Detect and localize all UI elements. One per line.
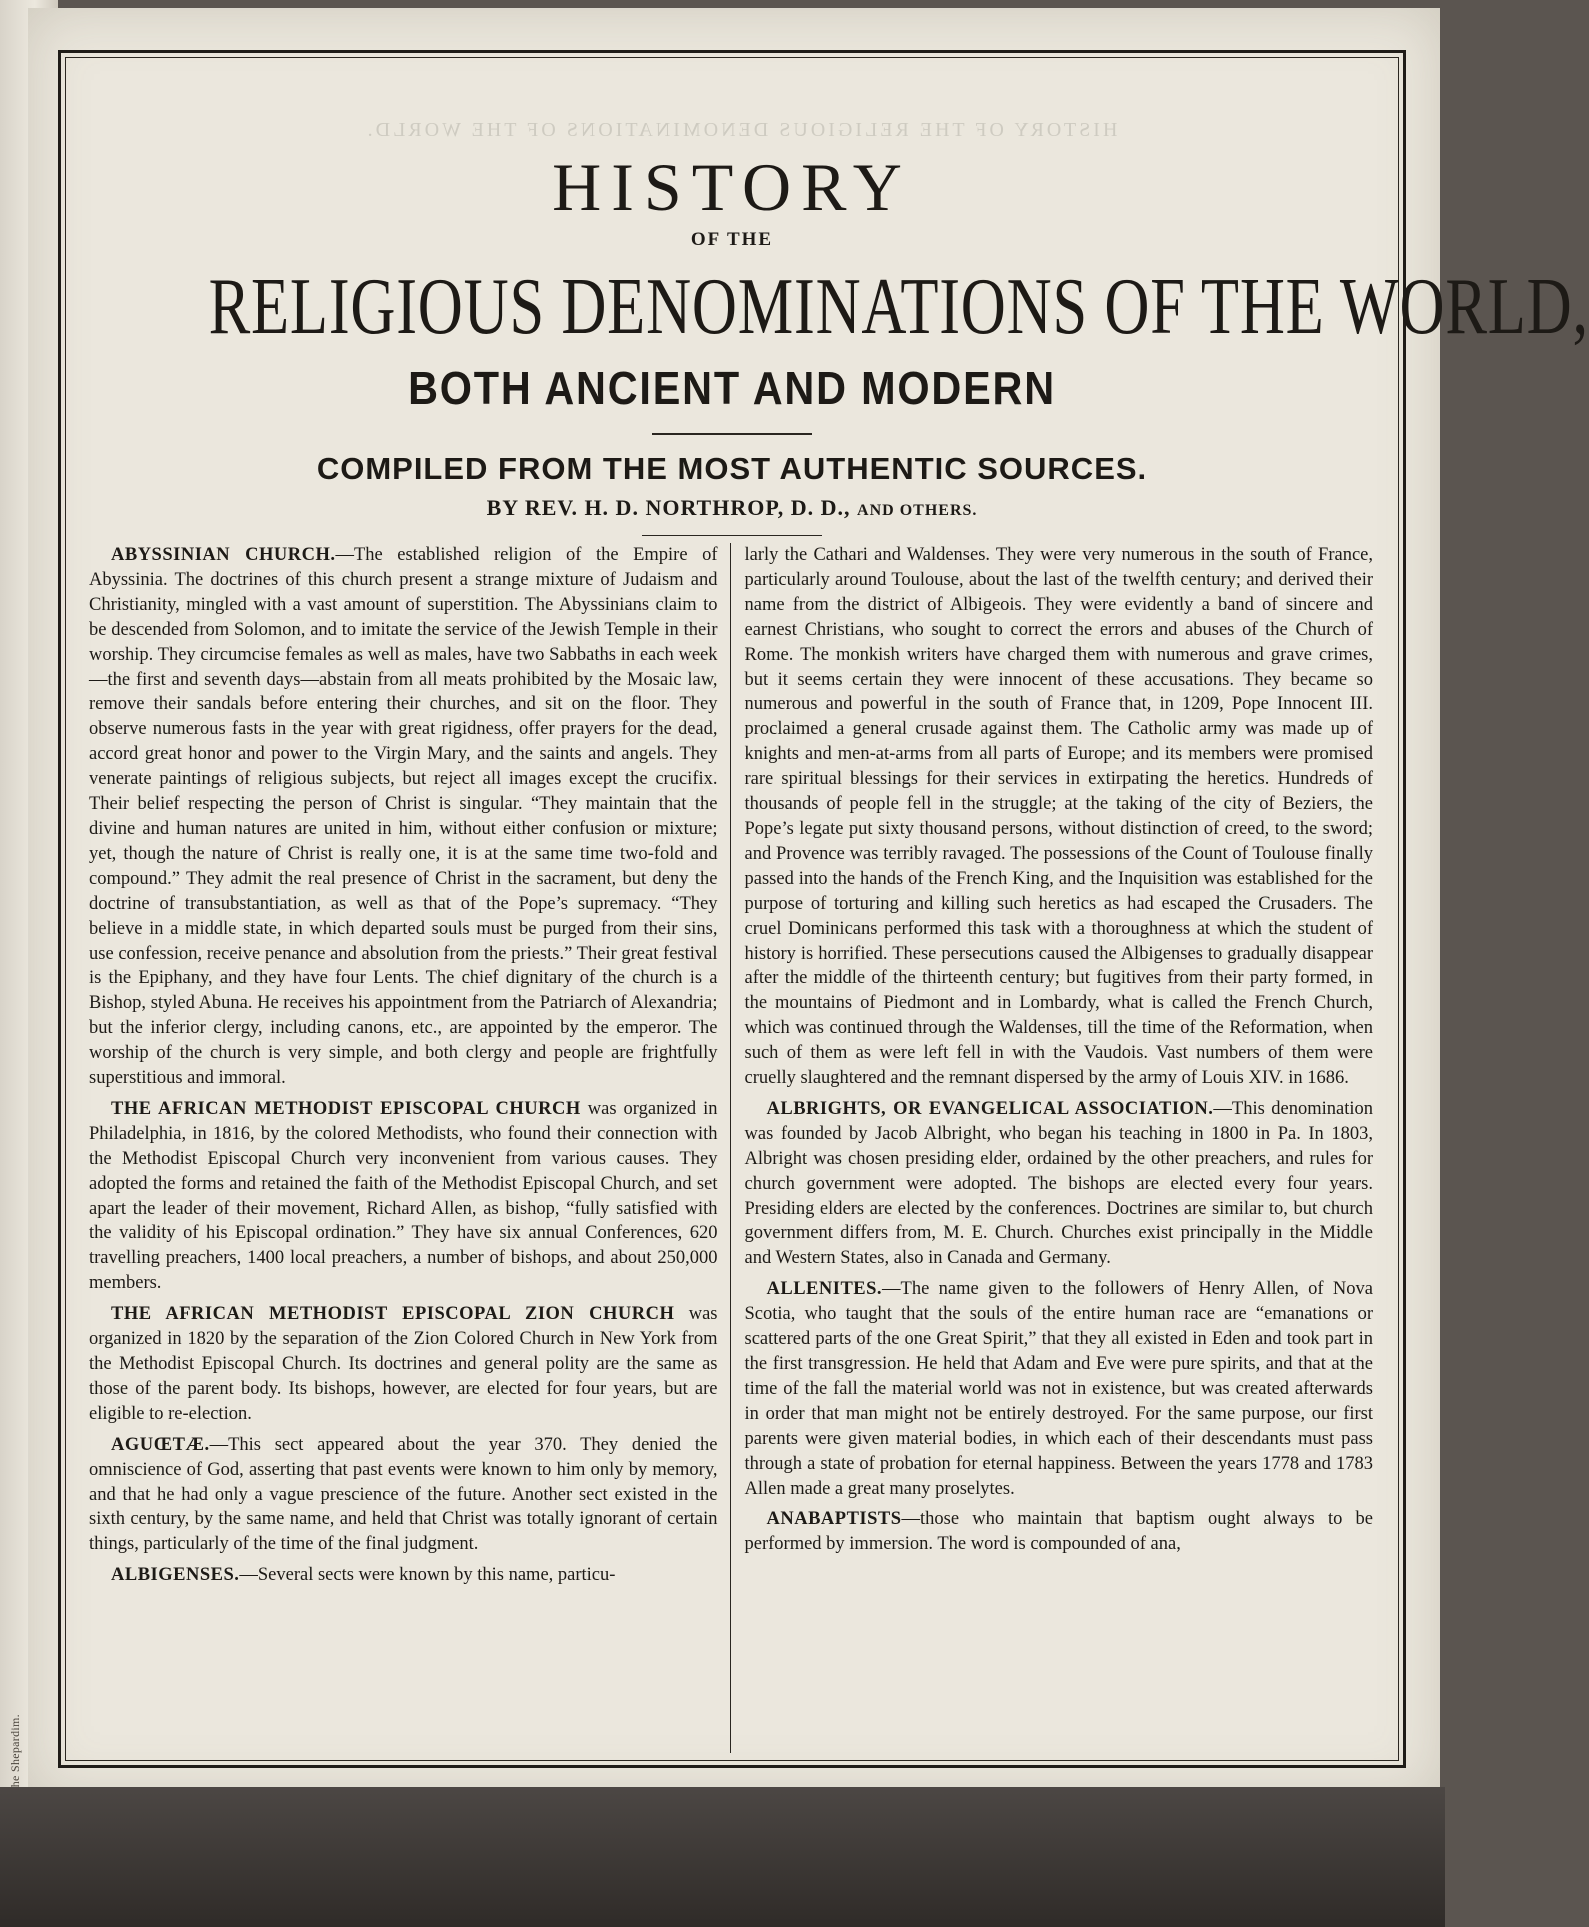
entry-text: —those who maintain that baptism ought always to be performed by immersion. The word is compounded of ana, (744, 1509, 1373, 1555)
entry-heading: ALBIGENSES. (111, 1565, 240, 1586)
entry-heading: ABYSSINIAN CHURCH. (111, 545, 336, 565)
entry-text: larly the Cathari and Waldenses. They were very numerous in the south of France, particularly around Toulouse, about the last of the twelfth century; and derived their name from the district of Albigeois. They were evidently a band of sincere and earnest Christians, who sought to correct the errors and abuses of the Church of Rome. The monkish writers have charged them with numerous and grave crimes, but it seems certain they were innocent of these accusations. They became so numerous and powerful in the south of France that, in 1209, Pope Innocent III. proclaimed a general crusade against them. The Catholic army was made up of knights and men-at-arms from all parts of Europe; and its members were promised rare spiritual blessings for their services in extirpating the heretics. Hundreds of thousands of people fell in the struggle; at the taking of the city of Beziers, the Pope’s legate put sixty thousand persons, without distinction of creed, to the sword; and Provence was terribly ravaged. The possessions of the Count of Toulouse finally passed into the hands of the French King, and the Inquisition was established for the purpose of torturing and killing such heretics as had escaped the Crusaders. The cruel Dominicans performed this task with a thoroughness at which the student of history is horrified. These persecutions caused the Albigenses to gradually disappear after the middle of the thirteenth century; but fugitives from their party formed, in the mountains of Piedmont and in Lombardy, what is called the French Church, which was continued through the Waldenses, till the time of the Reformation, when such of them as were left fell in with the Vaudois. Vast numbers of them were cruelly slaughtered and the remnant dispersed by the army of Louis XIV. in 1686. (744, 545, 1373, 1089)
author-rule (642, 535, 822, 536)
entry-heading: AGUŒTÆ. (111, 1434, 210, 1455)
table-surface (0, 1787, 1445, 1927)
title-of-the: OF THE (690, 229, 774, 250)
entry-heading: THE AFRICAN METHODIST EPISCOPAL ZION CHURCH (111, 1304, 675, 1325)
entry-paragraph (745, 543, 1374, 1091)
title-history: HISTORY (552, 149, 912, 225)
entry-paragraph (745, 1097, 1374, 1271)
entry-heading: ALLENITES. (766, 1279, 883, 1300)
bleed-through-header: HISTORY OF THE RELIGIOUS DENOMINATIONS OF THE WORLD. (364, 119, 1118, 141)
entry-text: —The established religion of the Empire of Abyssinia. The doctrines of this church present a strange mixture of Judaism and Christianity, mingled with a vast amount of superstition. The Abyssinians claim to be descended from Solomon, and to imitate the service of the Jewish Temple in their worship. They circumcise females as well as males, have two Sabbaths in each week—the first and seventh days—abstain from all meats prohibited by the Mosaic law, remove their sandals before entering their churches, and sit on the floor. They observe numerous fasts in the year with great rigidness, offer prayers for the dead, accord great honor and power to the Virgin Mary, and the saints and angels. They venerate paintings of religious subjects, but reject all images except the crucifix. Their belief respecting the person of Christ is singular. “They maintain that the divine and human natures are united in him, without either confusion or mixture; yet, though the nature of Christ is really one, it is at the same time two-fold and compound.” They admit the real presence of Christ in the sacrament, but deny the doctrine of transubstantiation, as well as that of the Pope’s supremacy. “They believe in a middle state, in which departed souls must be purged from their sins, use confession, receive penance and absolution from the priests.” Their great festival is the Epiphany, and they have four Lents. The chief dignitary of the church is a Bishop, styled Abuna. He receives his appointment from the Patriarch of Alexandria; but the inferior clergy, including canons, etc., are appointed by the emperor. The worship of the church is very simple, and both clergy and people are frightfully superstitious and immoral. (89, 545, 718, 1089)
right-column (730, 543, 1380, 1753)
book-page (28, 8, 1589, 1798)
entry-heading: ANABAPTISTS (766, 1509, 902, 1530)
author-name: REV. H. D. NORTHROP, D. D., (524, 495, 851, 520)
entry-paragraph (89, 1563, 718, 1588)
entry-paragraph (89, 1302, 718, 1427)
title-main: RELIGIOUS DENOMINATIONS OF THE WORLD, (208, 263, 1589, 351)
entry-text: —Several sects were known by this name, particu- (239, 1565, 616, 1586)
entry-heading: ALBRIGHTS, OR EVANGELICAL ASSOCIATION. (766, 1098, 1214, 1119)
page-border (58, 50, 1589, 1768)
entry-text: —This denomination was founded by Jacob Albright, who began his teaching in 1800 in Pa. In 1803, Albright was chosen presiding elder, ordained by the other preachers, and rules for church government were adopted. The bishops are elected every four years. Presiding elders are elected by the conferences. Doctrines are similar to, but church government differs from, M. E. Church. Churches exist principally in the Middle and Western States, also in Canada and Germany. (744, 1098, 1373, 1269)
entry-paragraph (745, 1277, 1374, 1501)
author-line (61, 495, 1403, 521)
entry-paragraph (89, 543, 718, 1091)
title-rule (652, 433, 812, 435)
by-prefix: BY (486, 495, 519, 520)
entry-text: was organized in 1820 by the separation of the Zion Colored Church in New York from the Methodist Episcopal Church. Its doctrines and general polity are the same as those of the parent body. Its bishops, however, are elected for four years, but are eligible to re-election. (89, 1304, 718, 1424)
and-others: AND OTHERS. (857, 502, 978, 519)
left-column (83, 543, 724, 1753)
title-subtitle: BOTH ANCIENT AND MODERN (408, 362, 1056, 414)
compiled-line: COMPILED FROM THE MOST AUTHENTIC SOURCES. (316, 451, 1148, 486)
entry-paragraph (745, 1507, 1374, 1557)
entry-heading: THE AFRICAN METHODIST EPISCOPAL CHURCH (111, 1098, 581, 1119)
text-columns (83, 543, 1379, 1753)
entry-paragraph (89, 1433, 718, 1558)
entry-text: —This sect appeared about the year 370. They denied the omniscience of God, asserting that past events were known to him only by memory, and that he had only a vague prescience of the future. Another sect existed in the sixth century, by the same name, and held that Christ was totally ignorant of certain things, particularly of the time of the final judgment. (89, 1434, 718, 1555)
title-block (61, 149, 1589, 536)
entry-paragraph (89, 1097, 718, 1296)
entry-text: was organized in Philadelphia, in 1816, by the colored Methodists, who found their connection with the Methodist Episcopal Church very inconvenient from various causes. They adopted the forms and retained the faith of the Methodist Episcopal Church, and set apart the leader of their movement, Richard Allen, as bishop, “fully satisfied with the validity of his Episcopal ordination.” They have six annual Conferences, 620 travelling preachers, 1400 local preachers, a number of bishops, and about 250,000 members. (89, 1098, 718, 1294)
entry-text: —The name given to the followers of Henry Allen, of Nova Scotia, who taught that the souls of the entire human race are “emanations or scattered parts of the one Great Spirit,” that they all existed in Eden and took part in the first transgression. He held that Adam and Eve were pure spirits, and that at the time of the fall the material world was not in existence, but was created afterwards in order that man might not be entirely destroyed. For the same purpose, our first parents were given material bodies, in which each of their descendants must pass through a state of probation for eternal happiness. Between the years 1778 and 1783 Allen made a great many proselytes. (744, 1279, 1373, 1499)
